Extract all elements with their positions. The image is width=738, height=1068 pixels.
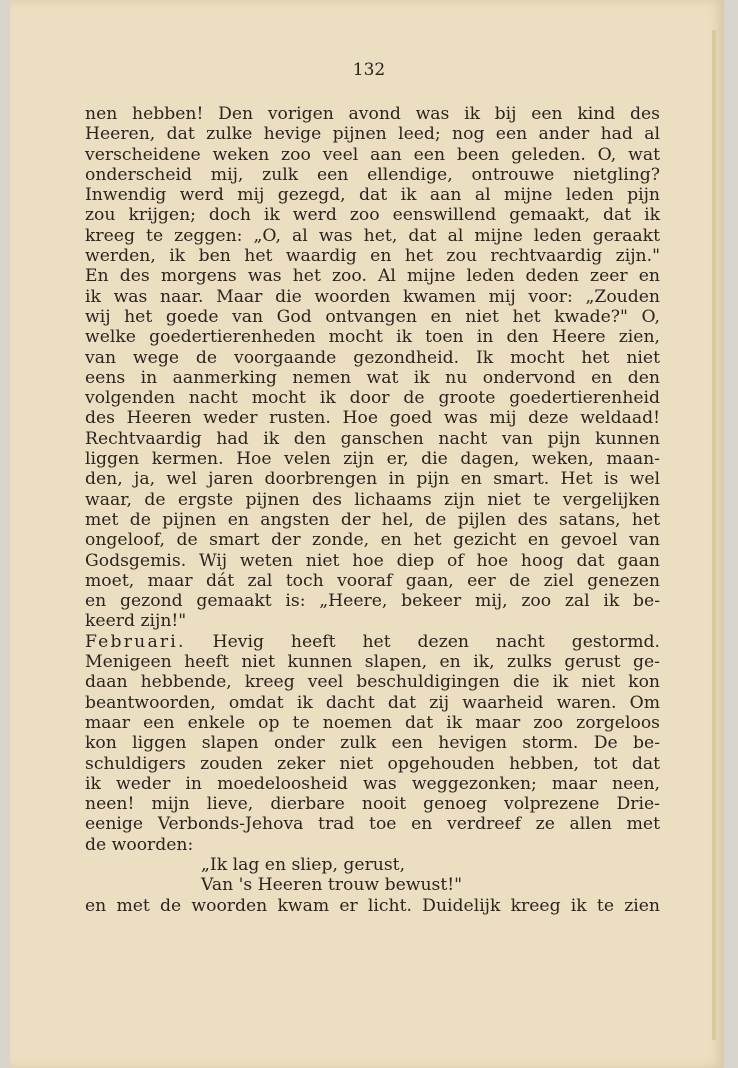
page-edge — [712, 30, 716, 1040]
text-line: Menigeen heeft niet kunnen slapen, en ik, zulks gerust ge- — [85, 652, 660, 673]
text-line: Inwendig werd mij gezegd, dat ik aan al mijne leden pijn — [85, 185, 660, 206]
text-line — [85, 632, 660, 652]
text-line: kon liggen slapen onder zulk een hevigen storm. De be- — [85, 733, 660, 754]
text-line: ik weder in moedeloosheid was weggezonken; maar neen, — [85, 773, 660, 794]
text-line: des Heeren weder rusten. Hoe goed was mij deze weldaad! — [85, 408, 660, 429]
text-line: welke goedertierenheden mocht ik toen in den Heere zien, — [85, 327, 660, 348]
text-line: keerd zijn!" — [85, 611, 187, 632]
text-line: waar, de ergste pijnen des lichaams zijn niet te vergelijken — [85, 489, 660, 510]
text-line: liggen kermen. Hoe velen zijn er, die dagen, weken, maan- — [85, 449, 660, 470]
text-line: den, ja, wel jaren doorbrengen in pijn en smart. Het is wel — [85, 469, 660, 490]
text-line: kreeg te zeggen: „O, al was het, dat al mijne leden geraakt — [85, 225, 660, 246]
text-line: wij het goede van God ontvangen en niet het kwade?" O, — [85, 306, 660, 327]
text-line: daan hebbende, kreeg veel beschuldigingen die ik niet kon — [85, 672, 660, 693]
date-heading: Februari. — [85, 631, 186, 652]
text-line: onderscheid mij, zulk een ellendige, ontrouwe nietgling? — [85, 164, 660, 185]
text-line: volgenden nacht mocht ik door de groote goedertierenheid — [85, 388, 660, 409]
text-line: nen hebben! Den vorigen avond was ik bij een kind des — [85, 104, 660, 124]
page-number: 132 — [352, 60, 386, 80]
text-line: en gezond gemaakt is: „Heere, bekeer mij, zoo zal ik be- — [85, 591, 660, 612]
text-line-rest: Hevig heeft het dezen nacht gestormd. — [185, 631, 660, 652]
text-line: werden, ik ben het waardig en het zou rechtvaardig zijn." — [85, 246, 660, 267]
text-line: Heeren, dat zulke hevige pijnen leed; nog een ander had al — [85, 124, 660, 145]
text-line: de woorden: — [85, 834, 194, 855]
verse-line: „Ik lag en sliep, gerust, — [201, 854, 406, 875]
text-line: beantwoorden, omdat ik dacht dat zij waarheid waren. Om — [85, 692, 660, 713]
text-line: zou krijgen; doch ik werd zoo eenswillend gemaakt, dat ik — [85, 205, 660, 226]
text-line: En des morgens was het zoo. Al mijne leden deden zeer en — [85, 266, 660, 287]
text-line: Godsgemis. Wij weten niet hoe diep of hoe hoog dat gaan — [85, 550, 660, 571]
body-text — [85, 104, 660, 916]
text-line: ik was naar. Maar die woorden kwamen mij voor: „Zouden — [85, 286, 660, 307]
text-line: en met de woorden kwam er licht. Duidelijk kreeg ik te zien — [85, 895, 660, 916]
text-line: ongeloof, de smart der zonde, en het gezicht en gevoel van — [85, 530, 660, 551]
text-line: neen! mijn lieve, dierbare nooit genoeg volprezene Drie- — [85, 794, 660, 815]
text-line: met de pijnen en angsten der hel, de pijlen des satans, het — [85, 509, 660, 530]
text-line: eens in aanmerking nemen wat ik nu ondervond en den — [85, 367, 660, 388]
text-line: maar een enkele op te noemen dat ik maar zoo zorgeloos — [85, 712, 660, 733]
text-line: Rechtvaardig had ik den ganschen nacht van pijn kunnen — [85, 428, 660, 449]
text-line: schuldigers zouden zeker niet opgehouden hebben, tot dat — [85, 753, 660, 774]
text-line: eenige Verbonds-Jehova trad toe en verdreef ze allen met — [85, 814, 660, 835]
text-line: van wege de voorgaande gezondheid. Ik mocht het niet — [85, 347, 660, 368]
text-line: moet, maar dát zal toch vooraf gaan, eer de ziel genezen — [85, 570, 660, 591]
verse-line: Van 's Heeren trouw bewust!" — [201, 875, 463, 896]
text-line: verscheidene weken zoo veel aan een been geleden. O, wat — [85, 144, 660, 165]
